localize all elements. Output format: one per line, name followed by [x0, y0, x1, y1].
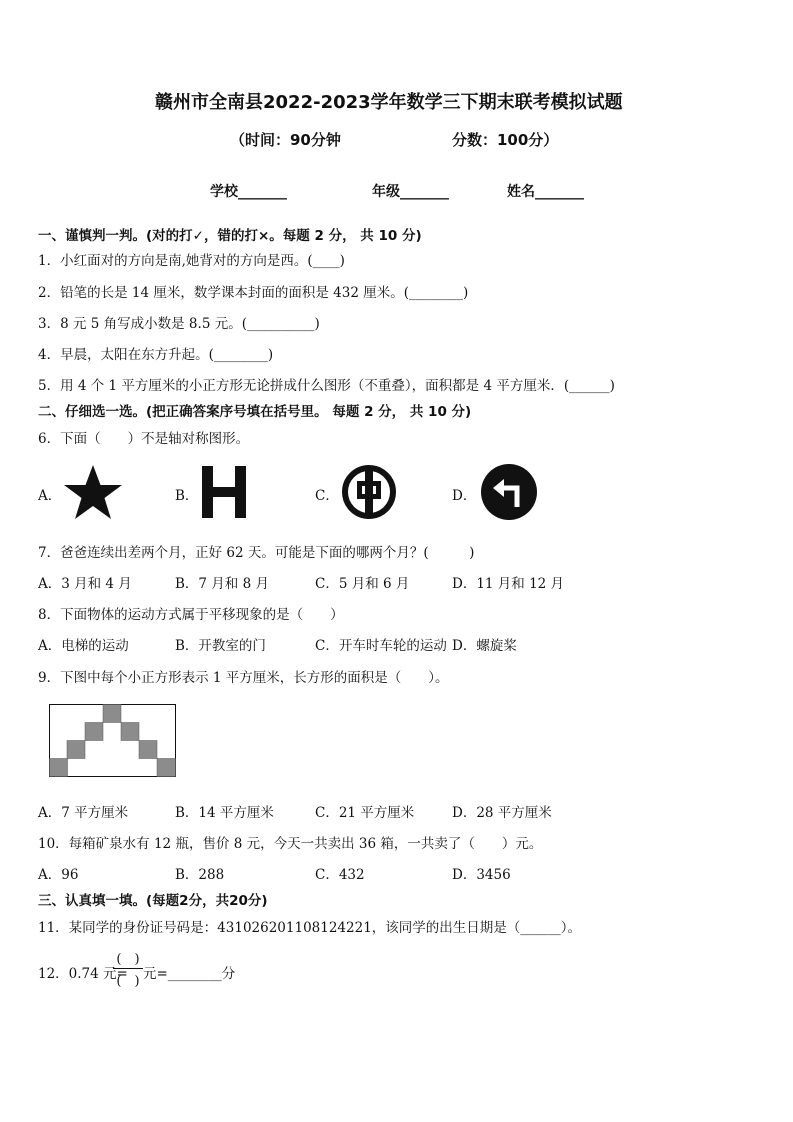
q6-option-d-label: D．	[452, 488, 477, 504]
q12-numerator[interactable]: ( )	[116, 952, 140, 967]
q7-option-b: B．7 月和 8 月	[175, 576, 269, 592]
letter-h-icon	[202, 466, 246, 518]
question-9: 9．下图中每个小正方形表示 1 平方厘米，长方形的面积是（ ）。	[38, 670, 449, 686]
section3-heading: 三、认真填一填。(每题2分，共20分)	[38, 893, 268, 909]
name-field[interactable]: 姓名_______	[507, 184, 584, 200]
question-2: 2．铅笔的长是 14 厘米，数学课本封面的面积是 432 厘米。(________)	[38, 285, 469, 301]
section2-heading: 二、仔细选一选。(把正确答案序号填在括号里。 每题 2 分， 共 10 分)	[38, 404, 472, 420]
q9-option-b: B．14 平方厘米	[175, 805, 274, 821]
q7-option-a: A．3 月和 4 月	[38, 576, 132, 592]
q9-option-c: C．21 平方厘米	[315, 805, 415, 821]
exam-time: （时间：90分钟	[230, 131, 341, 149]
question-4: 4．早晨，太阳在东方升起。(________)	[38, 347, 274, 363]
q12-denominator[interactable]: ( )	[116, 974, 140, 989]
q7-option-d: D．11 月和 12 月	[452, 576, 565, 592]
q8-option-c: C．开车时车轮的运动	[315, 638, 447, 654]
school-field[interactable]: 学校_______	[210, 184, 287, 200]
question-6: 6．下面（ ）不是轴对称图形。	[38, 431, 250, 447]
q6-option-a-label: A．	[38, 488, 62, 504]
q10-option-c: C．432	[315, 867, 365, 883]
bank-logo-icon	[341, 464, 397, 520]
q9-option-d: D．28 平方厘米	[452, 805, 552, 821]
q8-option-a: A．电梯的运动	[38, 638, 129, 654]
exam-score: 分数：100分）	[452, 131, 559, 149]
question-10: 10．每箱矿泉水有 12 瓶，售价 8 元，今天一共卖出 36 箱，一共卖了（ ）元。	[38, 836, 543, 852]
q7-option-c: C．5 月和 6 月	[315, 576, 410, 592]
question-12-prefix: 12．0.74 元=	[38, 966, 128, 982]
page-title: 赣州市全南县2022-2023学年数学三下期末联考模拟试题	[155, 92, 623, 113]
q12-fraction	[113, 948, 143, 989]
q10-option-b: B．288	[175, 867, 225, 883]
question-1: 1．小红面对的方向是南,她背对的方向是西。(____)	[38, 253, 345, 269]
q8-option-d: D．螺旋桨	[452, 638, 517, 654]
grade-field[interactable]: 年级_______	[372, 184, 449, 200]
q10-option-d: D．3456	[452, 867, 511, 883]
q10-option-a: A．96	[38, 867, 79, 883]
question-7: 7．爸爸连续出差两个月，正好 62 天。可能是下面的哪两个月？( )	[38, 545, 475, 561]
q6-option-b-label: B．	[175, 488, 199, 504]
q8-option-b: B．开教室的门	[175, 638, 266, 654]
staircase-rectangle-figure	[49, 704, 177, 778]
question-12-suffix: 元=________分	[143, 966, 236, 982]
question-5: 5．用 4 个 1 平方厘米的小正方形无论拼成什么图形（不重叠），面积都是 4 平方厘米．(______)	[38, 378, 615, 394]
question-3: 3．8 元 5 角写成小数是 8.5 元。(__________)	[38, 316, 320, 332]
q9-option-a: A．7 平方厘米	[38, 805, 129, 821]
section1-heading: 一、谨慎判一判。(对的打✓，错的打×。每题 2 分， 共 10 分)	[38, 228, 422, 244]
turn-left-sign-icon	[480, 463, 538, 521]
question-11: 11．某同学的身份证号码是：431026201108124221，该同学的出生日期是（______）。	[38, 920, 582, 936]
star-icon	[62, 463, 124, 521]
question-8: 8．下面物体的运动方式属于平移现象的是（ ）	[38, 607, 344, 623]
q6-option-c-label: C．	[315, 488, 339, 504]
